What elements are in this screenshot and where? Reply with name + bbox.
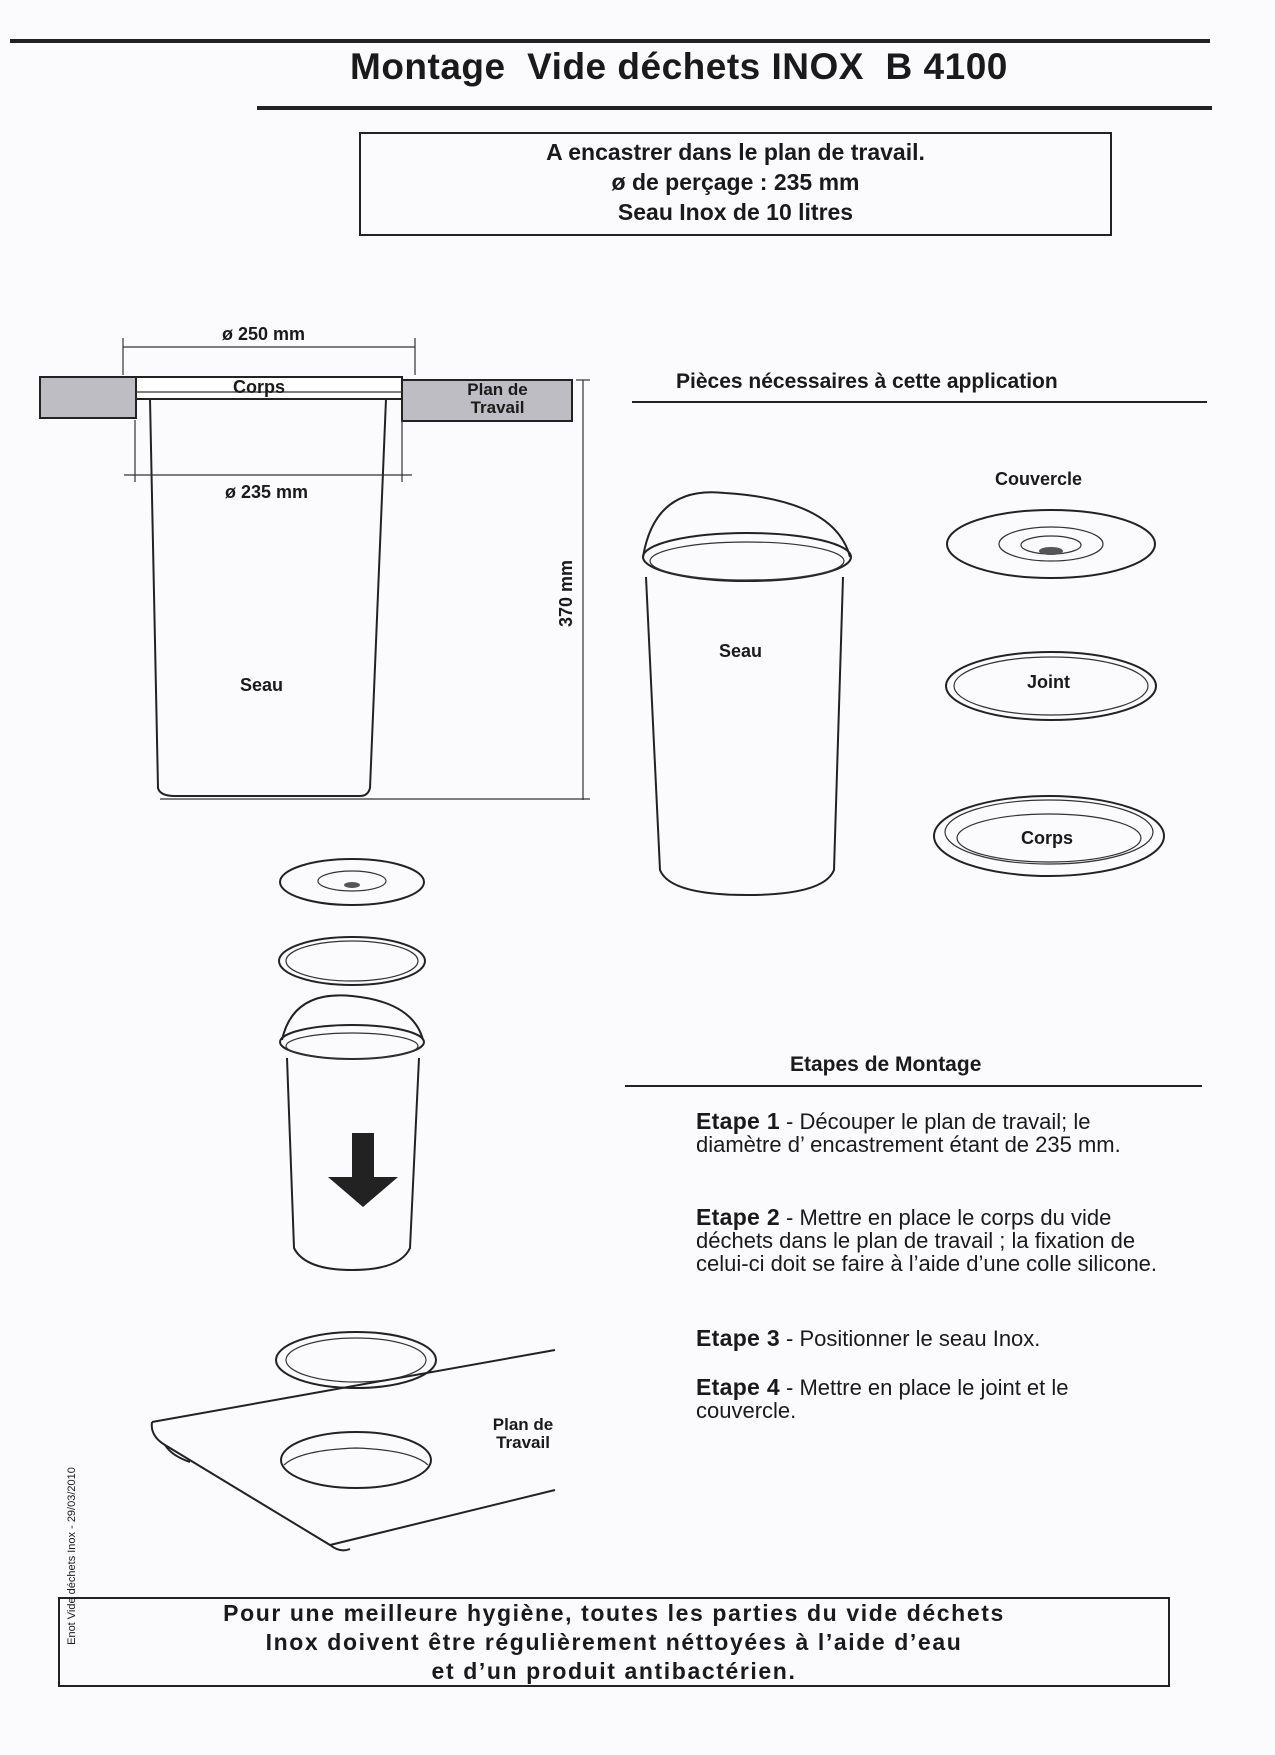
dim-250: ø 250 mm xyxy=(222,324,306,344)
hygiene-line-3: et d’un produit antibactérien. xyxy=(431,1658,797,1684)
spec-line-1: A encastrer dans le plan de travail. xyxy=(546,139,925,165)
label-seau-section: Seau xyxy=(240,675,284,695)
label-joint: Joint xyxy=(1027,672,1070,692)
step-2-label: Etape 2 xyxy=(696,1204,780,1230)
dim-370: 370 mm xyxy=(556,559,577,628)
steps-heading-rule xyxy=(625,1085,1202,1087)
label-plan-travail-assembly xyxy=(478,1416,568,1452)
step-4 xyxy=(696,1376,1166,1422)
label-corps-section: Corps xyxy=(233,377,286,397)
step-1-label: Etape 1 xyxy=(696,1108,780,1134)
label-couvercle: Couvercle xyxy=(995,469,1083,489)
step-3 xyxy=(696,1327,1166,1350)
dim-235: ø 235 mm xyxy=(225,482,309,502)
assembly-plan-line-1: Plan de xyxy=(492,1415,554,1434)
footer-note: Enot Vide déchets Inox - 29/03/2010 xyxy=(66,1467,78,1645)
hygiene-line-1: Pour une meilleure hygiène, toutes les parties du vide déchets xyxy=(223,1600,1005,1626)
label-corps-part: Corps xyxy=(1021,828,1074,848)
label-seau-part: Seau xyxy=(719,641,763,661)
parts-heading: Pièces nécessaires à cette application xyxy=(676,370,1058,393)
spec-line-3: Seau Inox de 10 litres xyxy=(617,199,854,225)
spec-line-2: ø de perçage : 235 mm xyxy=(611,169,860,195)
step-4-text: - Mettre en place le joint et le couvercle. xyxy=(696,1375,1069,1423)
step-2-text: - Mettre en place le corps du vide déchets dans le plan de travail ; la fixation de celui-ci doit se faire à l’aide d’une colle silicone. xyxy=(696,1205,1158,1276)
step-3-label: Etape 3 xyxy=(696,1325,780,1351)
plan-line-2: Travail xyxy=(470,398,525,417)
assembly-plan-line-2: Travail xyxy=(496,1433,550,1452)
step-3-text: - Positionner le seau Inox. xyxy=(779,1326,1041,1351)
hygiene-notice xyxy=(58,1597,1170,1687)
steps-heading: Etapes de Montage xyxy=(790,1053,982,1076)
step-2 xyxy=(696,1206,1166,1275)
step-1-text: - Découper le plan de travail; le diamètre d’ encastrement étant de 235 mm. xyxy=(696,1109,1121,1157)
hygiene-line-2: Inox doivent être régulièrement néttoyées à l’aide d’eau xyxy=(265,1629,963,1655)
plan-line-1: Plan de xyxy=(467,380,528,399)
step-4-label: Etape 4 xyxy=(696,1374,780,1400)
step-1 xyxy=(696,1110,1166,1156)
page-title: Montage Vide déchets INOX B 4100 xyxy=(350,46,1008,87)
